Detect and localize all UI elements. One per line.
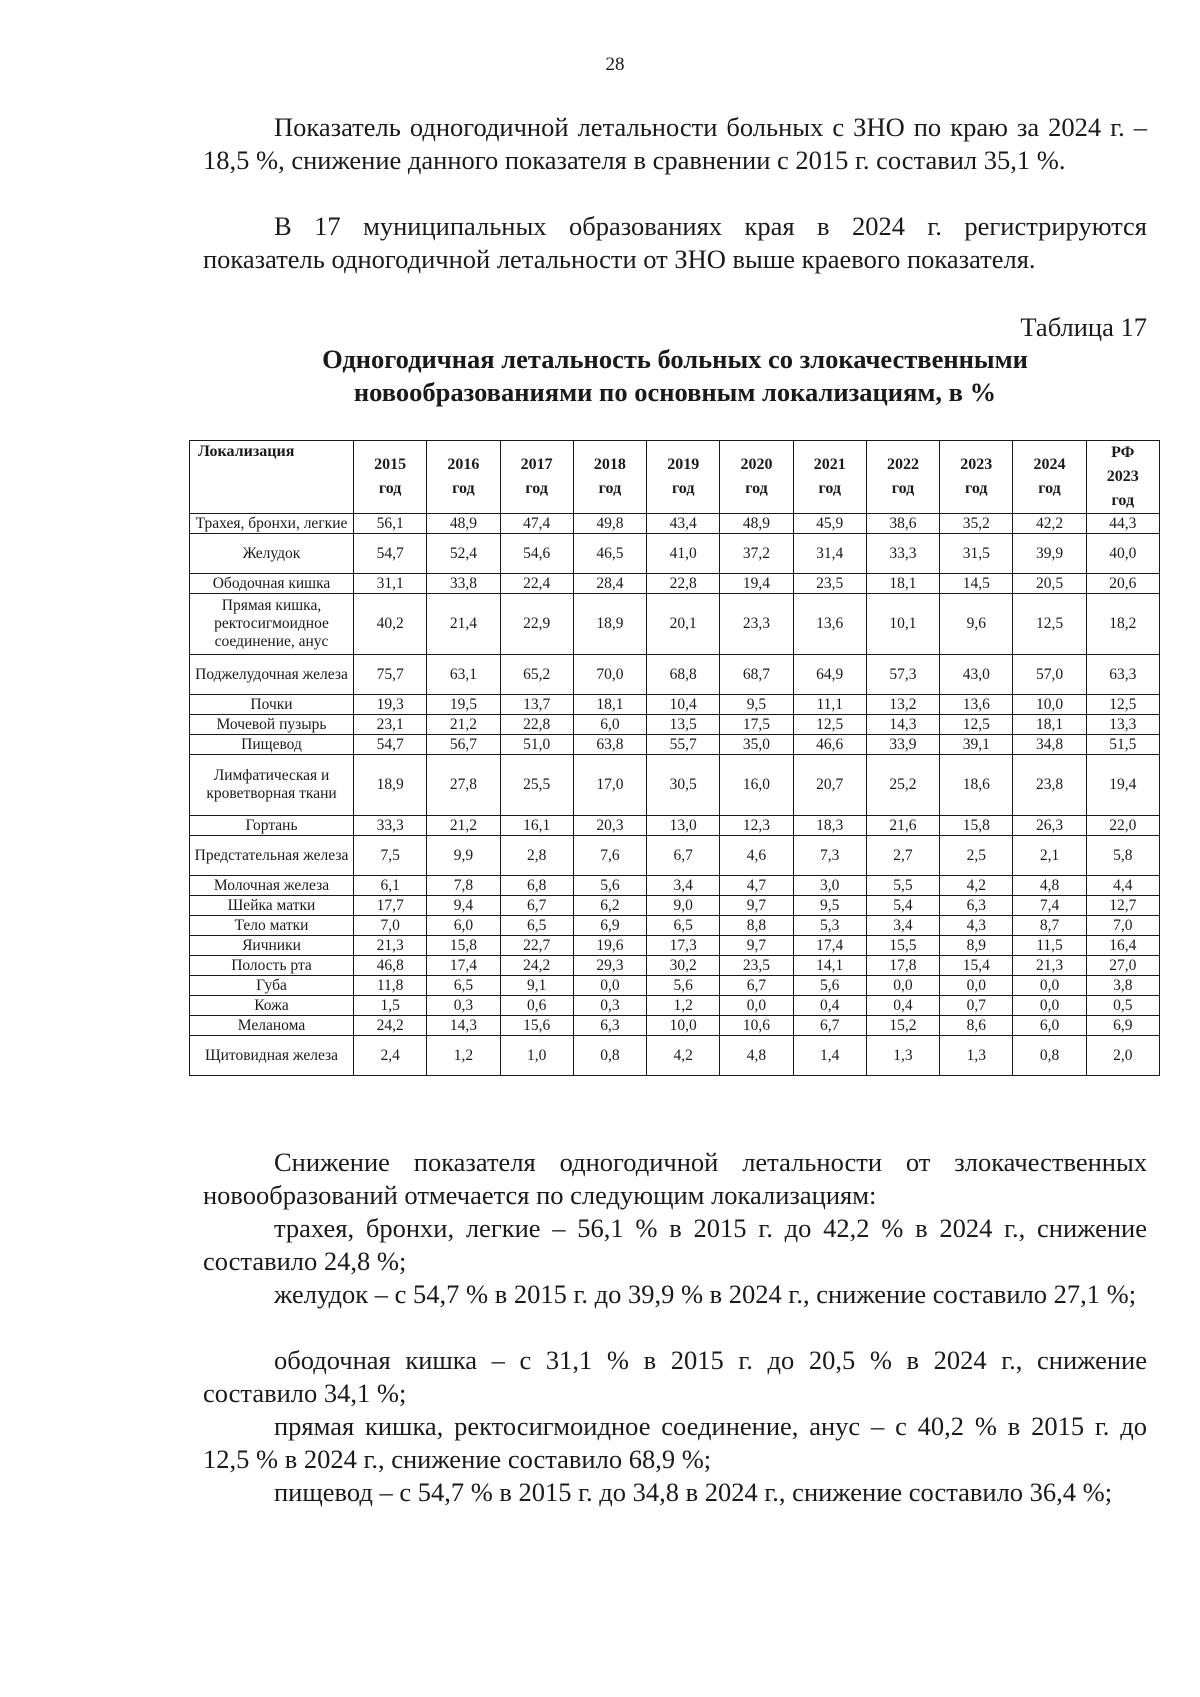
table-cell: 30,5 [647, 755, 720, 816]
table-cell: 54,7 [354, 735, 427, 755]
row-localization-name: Трахея, бронхи, легкие [190, 514, 354, 534]
row-localization-name: Полость рта [190, 956, 354, 976]
table-cell: 75,7 [354, 655, 427, 695]
table-cell: 4,2 [647, 1036, 720, 1076]
table-label: Таблица 17 [1020, 312, 1147, 342]
table-cell: 18,2 [1086, 594, 1159, 655]
row-localization-name: Пищевод [190, 735, 354, 755]
table-cell: 9,0 [647, 896, 720, 916]
table-cell: 18,1 [1013, 715, 1086, 735]
table-cell: 0,3 [427, 996, 500, 1016]
table-cell: 63,1 [427, 655, 500, 695]
paragraph-intro-2: В 17 муниципальных образованиях края в 2024 г. регистрируются показатель одногодичной летальности от ЗНО выше краевого показателя. [203, 211, 1147, 274]
table-cell: 43,0 [940, 655, 1013, 695]
table-row [190, 1036, 1160, 1076]
table-cell: 11,8 [354, 976, 427, 996]
table-cell: 17,0 [573, 755, 646, 816]
table-cell: 12,5 [1013, 594, 1086, 655]
row-localization-name: Ободочная кишка [190, 574, 354, 594]
table-row [190, 594, 1160, 655]
table-cell: 23,5 [793, 574, 866, 594]
table-cell: 6,5 [427, 976, 500, 996]
table-cell: 6,3 [573, 1016, 646, 1036]
table-cell: 6,7 [793, 1016, 866, 1036]
table-cell: 40,0 [1086, 534, 1159, 574]
table-cell: 33,3 [866, 534, 939, 574]
table-cell: 6,5 [647, 916, 720, 936]
table-cell: 23,8 [1013, 755, 1086, 816]
table-cell: 21,2 [427, 715, 500, 735]
table-cell: 19,4 [1086, 755, 1159, 816]
table-cell: 20,6 [1086, 574, 1159, 594]
table-cell: 0,0 [866, 976, 939, 996]
table-cell: 51,0 [500, 735, 573, 755]
table-cell: 26,3 [1013, 816, 1086, 836]
table-row [190, 876, 1160, 896]
table-cell: 21,2 [427, 816, 500, 836]
table-cell: 56,7 [427, 735, 500, 755]
table-cell: 19,6 [573, 936, 646, 956]
table-cell: 22,7 [500, 936, 573, 956]
table-cell: 5,4 [866, 896, 939, 916]
table-cell: 45,9 [793, 514, 866, 534]
paragraph-trachea: трахея, бронхи, легкие – 56,1 % в 2015 г. до 42,2 % в 2024 г., снижение составило 24,8 %; [203, 1213, 1147, 1276]
table-cell: 6,7 [647, 836, 720, 876]
table-cell: 37,2 [720, 534, 793, 574]
header-localization: Локализация [190, 441, 354, 514]
table-cell: 8,6 [940, 1016, 1013, 1036]
paragraph-colon: ободочная кишка – с 31,1 % в 2015 г. до 20,5 % в 2024 г., снижение составило 34,1 %; [203, 1345, 1147, 1408]
table-cell: 49,8 [573, 514, 646, 534]
table-cell: 15,4 [940, 956, 1013, 976]
table-cell: 33,8 [427, 574, 500, 594]
table-cell: 0,6 [500, 996, 573, 1016]
table-cell: 41,0 [647, 534, 720, 574]
table-cell: 3,4 [647, 876, 720, 896]
table-cell: 51,5 [1086, 735, 1159, 755]
table-cell: 4,8 [1013, 876, 1086, 896]
table-cell: 18,9 [354, 755, 427, 816]
row-localization-name: Почки [190, 695, 354, 715]
header-year-2019: 2019 год [647, 441, 720, 514]
table-cell: 35,0 [720, 735, 793, 755]
header-year-2021: 2021 год [793, 441, 866, 514]
table-cell: 23,3 [720, 594, 793, 655]
table-cell: 0,0 [940, 976, 1013, 996]
table-cell: 13,0 [647, 816, 720, 836]
table-cell: 21,3 [1013, 956, 1086, 976]
table-cell: 4,6 [720, 836, 793, 876]
table-cell: 55,7 [647, 735, 720, 755]
table-cell: 5,3 [793, 916, 866, 936]
table-cell: 27,8 [427, 755, 500, 816]
table-cell: 5,6 [573, 876, 646, 896]
table-cell: 43,4 [647, 514, 720, 534]
header-year-2020: 2020 год [720, 441, 793, 514]
table-row [190, 896, 1160, 916]
header-year-2023: 2023 год [940, 441, 1013, 514]
table-row [190, 916, 1160, 936]
table-cell: 1,2 [647, 996, 720, 1016]
table-row [190, 976, 1160, 996]
table-cell: 39,1 [940, 735, 1013, 755]
table-cell: 63,8 [573, 735, 646, 755]
table-cell: 17,4 [427, 956, 500, 976]
table-cell: 0,5 [1086, 996, 1159, 1016]
table-cell: 12,5 [940, 715, 1013, 735]
table-cell: 70,0 [573, 655, 646, 695]
table-cell: 4,8 [720, 1036, 793, 1076]
row-localization-name: Губа [190, 976, 354, 996]
table-cell: 3,8 [1086, 976, 1159, 996]
table-cell: 7,4 [1013, 896, 1086, 916]
table-cell: 9,7 [720, 936, 793, 956]
table-cell: 7,0 [1086, 916, 1159, 936]
table-cell: 16,0 [720, 755, 793, 816]
paragraph-intro-1: Показатель одногодичной летальности больных с ЗНО по краю за 2024 г. – 18,5 %, снижение данного показателя в сравнении с 2015 г. составил 35,1 %. [203, 112, 1147, 175]
table-cell: 5,6 [793, 976, 866, 996]
table-cell: 7,0 [354, 916, 427, 936]
table-cell: 18,6 [940, 755, 1013, 816]
table-cell: 57,0 [1013, 655, 1086, 695]
paragraph-esophagus: пищевод – с 54,7 % в 2015 г. до 34,8 в 2024 г., снижение составило 36,4 %; [274, 1477, 1113, 1507]
table-cell: 11,1 [793, 695, 866, 715]
table-cell: 23,1 [354, 715, 427, 735]
table-cell: 34,8 [1013, 735, 1086, 755]
row-localization-name: Кожа [190, 996, 354, 1016]
table-cell: 47,4 [500, 514, 573, 534]
row-localization-name: Поджелудочная железа [190, 655, 354, 695]
table-cell: 9,9 [427, 836, 500, 876]
table-cell: 42,2 [1013, 514, 1086, 534]
table-cell: 0,0 [1013, 996, 1086, 1016]
table-row [190, 816, 1160, 836]
table-cell: 6,1 [354, 876, 427, 896]
table-title: Одногодичная летальность больных со злокачественными новообразованиями по основным локализациям, в % [322, 344, 1028, 407]
row-localization-name: Молочная железа [190, 876, 354, 896]
table-cell: 31,4 [793, 534, 866, 574]
mortality-table [189, 440, 1160, 1076]
table-cell: 13,7 [500, 695, 573, 715]
table-cell: 65,2 [500, 655, 573, 695]
table-cell: 0,4 [866, 996, 939, 1016]
table-cell: 9,5 [793, 896, 866, 916]
table-cell: 20,5 [1013, 574, 1086, 594]
table-cell: 2,4 [354, 1036, 427, 1076]
table-row [190, 755, 1160, 816]
table-cell: 5,8 [1086, 836, 1159, 876]
table-cell: 40,2 [354, 594, 427, 655]
table-cell: 18,1 [573, 695, 646, 715]
table-cell: 2,7 [866, 836, 939, 876]
row-localization-name: Предстательная железа [190, 836, 354, 876]
header-rf-2023: РФ 2023 год [1086, 441, 1159, 514]
table-row [190, 956, 1160, 976]
table-row [190, 1016, 1160, 1036]
header-year-2024: 2024 год [1013, 441, 1086, 514]
table-cell: 10,4 [647, 695, 720, 715]
paragraph-summary: Снижение показателя одногодичной летальности от злокачественных новообразований отмечается по следующим локализациям: [203, 1147, 1147, 1210]
table-cell: 15,2 [866, 1016, 939, 1036]
table-cell: 0,4 [793, 996, 866, 1016]
table-cell: 12,5 [1086, 695, 1159, 715]
table-cell: 7,6 [573, 836, 646, 876]
table-row [190, 514, 1160, 534]
table-row [190, 574, 1160, 594]
table-cell: 48,9 [427, 514, 500, 534]
table-row [190, 655, 1160, 695]
table-cell: 13,6 [940, 695, 1013, 715]
table-cell: 6,7 [500, 896, 573, 916]
row-localization-name: Меланома [190, 1016, 354, 1036]
table-cell: 46,6 [793, 735, 866, 755]
table-cell: 2,1 [1013, 836, 1086, 876]
table-cell: 23,5 [720, 956, 793, 976]
table-cell: 0,0 [1013, 976, 1086, 996]
table-cell: 10,0 [647, 1016, 720, 1036]
table-cell: 14,3 [866, 715, 939, 735]
table-row [190, 534, 1160, 574]
table-cell: 33,3 [354, 816, 427, 836]
table-cell: 64,9 [793, 655, 866, 695]
row-localization-name: Щитовидная железа [190, 1036, 354, 1076]
table-cell: 22,4 [500, 574, 573, 594]
table-cell: 10,0 [1013, 695, 1086, 715]
table-cell: 38,6 [866, 514, 939, 534]
table-cell: 10,1 [866, 594, 939, 655]
table-cell: 2,5 [940, 836, 1013, 876]
table-cell: 31,5 [940, 534, 1013, 574]
table-cell: 8,9 [940, 936, 1013, 956]
table-cell: 6,0 [573, 715, 646, 735]
table-cell: 68,7 [720, 655, 793, 695]
table-cell: 0,0 [573, 976, 646, 996]
table-cell: 1,3 [940, 1036, 1013, 1076]
table-cell: 4,2 [940, 876, 1013, 896]
table-cell: 1,5 [354, 996, 427, 1016]
header-year-2016: 2016 год [427, 441, 500, 514]
table-cell: 27,0 [1086, 956, 1159, 976]
table-cell: 24,2 [500, 956, 573, 976]
table-cell: 25,5 [500, 755, 573, 816]
table-cell: 5,5 [866, 876, 939, 896]
table-cell: 10,6 [720, 1016, 793, 1036]
table-cell: 1,2 [427, 1036, 500, 1076]
header-year-2022: 2022 год [866, 441, 939, 514]
table-cell: 19,3 [354, 695, 427, 715]
table-row [190, 695, 1160, 715]
table-cell: 18,1 [866, 574, 939, 594]
table-cell: 14,5 [940, 574, 1013, 594]
table-cell: 24,2 [354, 1016, 427, 1036]
table-cell: 63,3 [1086, 655, 1159, 695]
table-cell: 5,6 [647, 976, 720, 996]
table-cell: 6,8 [500, 876, 573, 896]
table-header-row [190, 441, 1160, 514]
table-cell: 31,1 [354, 574, 427, 594]
table-cell: 8,8 [720, 916, 793, 936]
table-cell: 21,6 [866, 816, 939, 836]
table-cell: 16,1 [500, 816, 573, 836]
table-cell: 0,0 [720, 996, 793, 1016]
row-localization-name: Мочевой пузырь [190, 715, 354, 735]
table-row [190, 715, 1160, 735]
table-row [190, 836, 1160, 876]
table-cell: 1,3 [866, 1036, 939, 1076]
table-cell: 12,3 [720, 816, 793, 836]
paragraph-stomach: желудок – с 54,7 % в 2015 г. до 39,9 % в 2024 г., снижение составило 27,1 %; [274, 1279, 1137, 1309]
table-cell: 29,3 [573, 956, 646, 976]
table-cell: 12,5 [793, 715, 866, 735]
table-cell: 9,5 [720, 695, 793, 715]
table-cell: 22,8 [500, 715, 573, 735]
header-year-2017: 2017 год [500, 441, 573, 514]
table-row [190, 936, 1160, 956]
table-cell: 14,3 [427, 1016, 500, 1036]
table-cell: 30,2 [647, 956, 720, 976]
table-cell: 4,4 [1086, 876, 1159, 896]
table-row [190, 735, 1160, 755]
table-cell: 19,4 [720, 574, 793, 594]
table-cell: 13,2 [866, 695, 939, 715]
row-localization-name: Лимфатическая и кроветворная ткани [190, 755, 354, 816]
table-cell: 22,9 [500, 594, 573, 655]
header-year-2018: 2018 год [573, 441, 646, 514]
table-cell: 6,0 [1013, 1016, 1086, 1036]
table-cell: 20,7 [793, 755, 866, 816]
header-year-2015: 2015 год [354, 441, 427, 514]
table-cell: 6,9 [573, 916, 646, 936]
row-localization-name: Шейка матки [190, 896, 354, 916]
table-cell: 15,5 [866, 936, 939, 956]
table-cell: 9,6 [940, 594, 1013, 655]
table-cell: 9,7 [720, 896, 793, 916]
table-cell: 7,3 [793, 836, 866, 876]
table-cell: 20,3 [573, 816, 646, 836]
table-cell: 8,7 [1013, 916, 1086, 936]
table-row [190, 996, 1160, 1016]
table-cell: 15,8 [427, 936, 500, 956]
table-cell: 0,8 [573, 1036, 646, 1076]
table-cell: 0,7 [940, 996, 1013, 1016]
table-cell: 0,8 [1013, 1036, 1086, 1076]
table-cell: 12,7 [1086, 896, 1159, 916]
table-cell: 6,5 [500, 916, 573, 936]
table-cell: 17,5 [720, 715, 793, 735]
table-cell: 4,3 [940, 916, 1013, 936]
table-cell: 6,3 [940, 896, 1013, 916]
table-cell: 52,4 [427, 534, 500, 574]
table-cell: 22,8 [647, 574, 720, 594]
table-cell: 22,0 [1086, 816, 1159, 836]
table-cell: 33,9 [866, 735, 939, 755]
table-cell: 9,4 [427, 896, 500, 916]
table-cell: 1,4 [793, 1036, 866, 1076]
row-localization-name: Яичники [190, 936, 354, 956]
table-cell: 13,5 [647, 715, 720, 735]
table-cell: 68,8 [647, 655, 720, 695]
table-cell: 3,0 [793, 876, 866, 896]
row-localization-name: Гортань [190, 816, 354, 836]
table-cell: 6,0 [427, 916, 500, 936]
table-cell: 7,5 [354, 836, 427, 876]
table-cell: 15,8 [940, 816, 1013, 836]
table-cell: 17,7 [354, 896, 427, 916]
table-cell: 13,3 [1086, 715, 1159, 735]
table-cell: 19,5 [427, 695, 500, 715]
table-cell: 1,0 [500, 1036, 573, 1076]
row-localization-name: Прямая кишка, ректосигмоидное соединение, анус [190, 594, 354, 655]
table-cell: 21,4 [427, 594, 500, 655]
table-cell: 6,9 [1086, 1016, 1159, 1036]
table-cell: 20,1 [647, 594, 720, 655]
table-cell: 17,3 [647, 936, 720, 956]
table-cell: 17,8 [866, 956, 939, 976]
table-cell: 25,2 [866, 755, 939, 816]
row-localization-name: Тело матки [190, 916, 354, 936]
table-cell: 18,9 [573, 594, 646, 655]
table-cell: 54,6 [500, 534, 573, 574]
table-cell: 57,3 [866, 655, 939, 695]
table-cell: 18,3 [793, 816, 866, 836]
table-cell: 7,8 [427, 876, 500, 896]
table-cell: 13,6 [793, 594, 866, 655]
table-cell: 28,4 [573, 574, 646, 594]
table-cell: 6,2 [573, 896, 646, 916]
table-cell: 2,0 [1086, 1036, 1159, 1076]
table-cell: 35,2 [940, 514, 1013, 534]
table-cell: 17,4 [793, 936, 866, 956]
table-cell: 14,1 [793, 956, 866, 976]
table-cell: 11,5 [1013, 936, 1086, 956]
table-cell: 0,3 [573, 996, 646, 1016]
table-cell: 46,5 [573, 534, 646, 574]
table-cell: 46,8 [354, 956, 427, 976]
table-cell: 2,8 [500, 836, 573, 876]
table-cell: 56,1 [354, 514, 427, 534]
table-cell: 54,7 [354, 534, 427, 574]
table-cell: 16,4 [1086, 936, 1159, 956]
row-localization-name: Желудок [190, 534, 354, 574]
table-cell: 39,9 [1013, 534, 1086, 574]
table-cell: 44,3 [1086, 514, 1159, 534]
table-cell: 9,1 [500, 976, 573, 996]
table-cell: 21,3 [354, 936, 427, 956]
page-number: 28 [605, 54, 625, 75]
table-cell: 3,4 [866, 916, 939, 936]
table-cell: 15,6 [500, 1016, 573, 1036]
table-cell: 6,7 [720, 976, 793, 996]
table-cell: 4,7 [720, 876, 793, 896]
table-cell: 48,9 [720, 514, 793, 534]
paragraph-rectum: прямая кишка, ректосигмоидное соединение, анус – с 40,2 % в 2015 г. до 12,5 % в 2024 г., снижение составило 68,9 %; [203, 1411, 1147, 1474]
